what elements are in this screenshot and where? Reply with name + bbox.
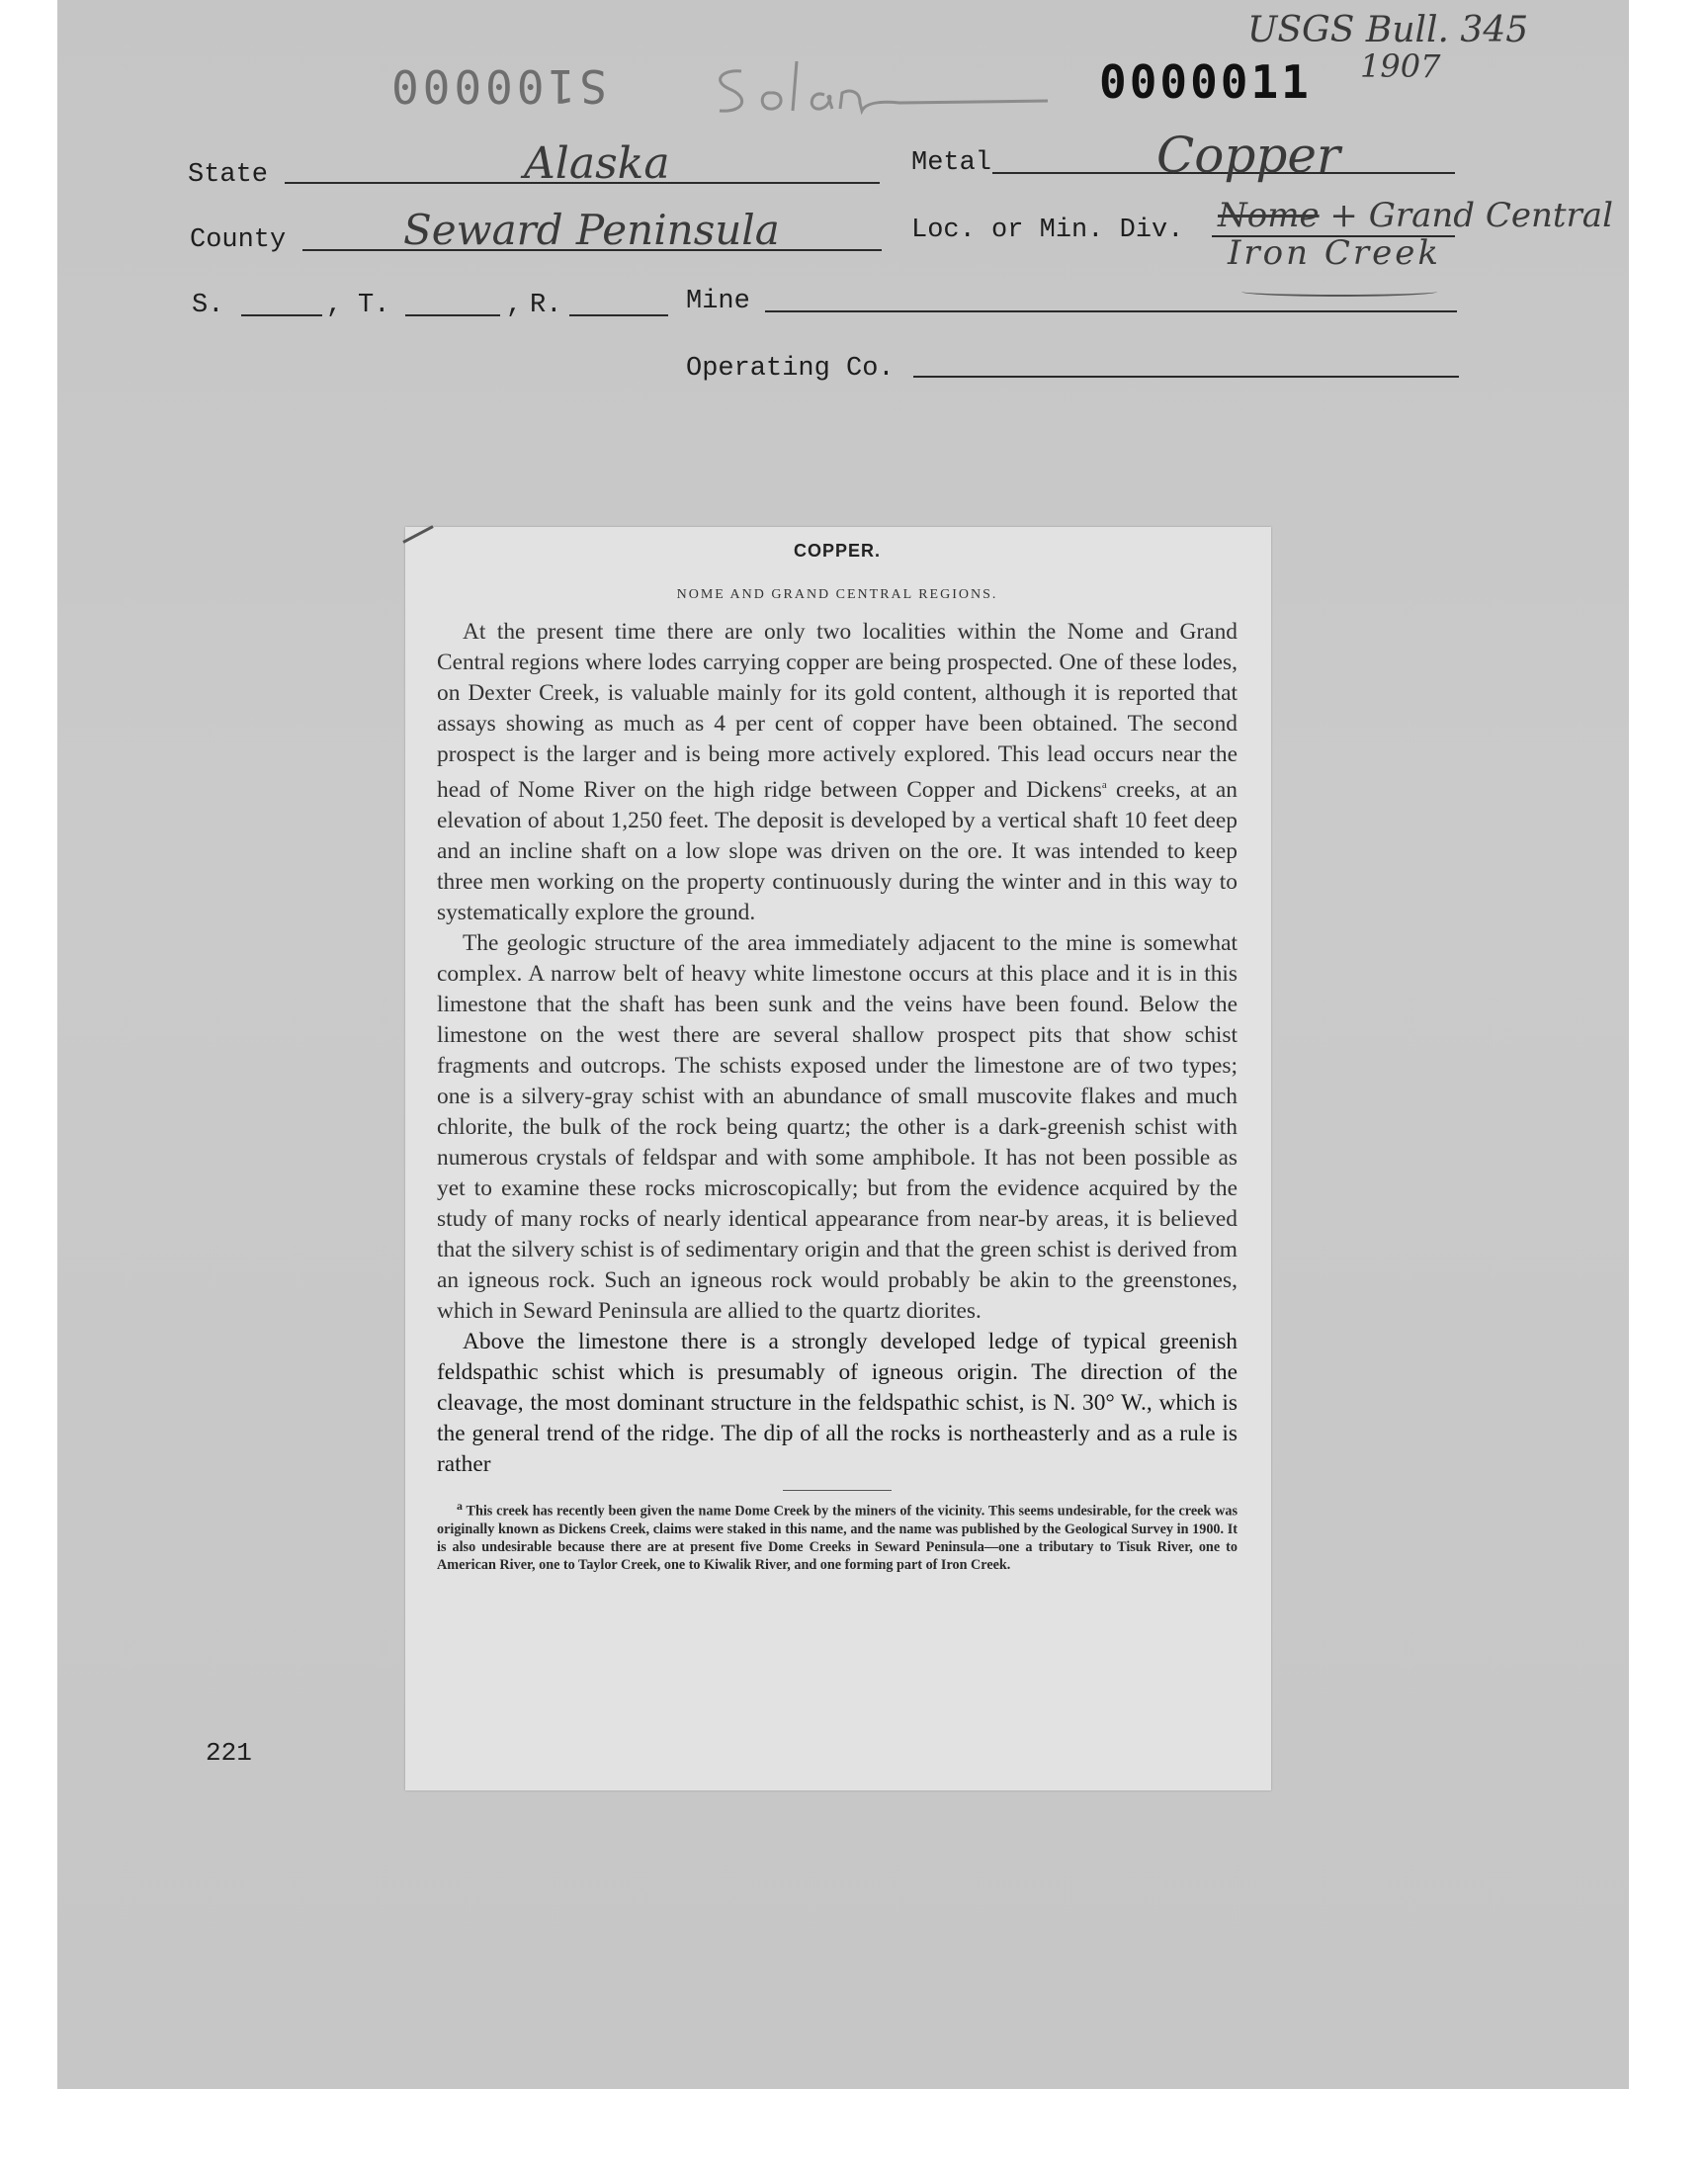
county-value: Seward Peninsula — [403, 206, 780, 254]
paragraph-3: Above the limestone there is a strongly developed ledge of typical greenish feldspathic schist which is presumably of igneous origin. The direction of the cleavage, the most dominant structure in the feldspathic schist, is N. 30° W., which is the general trend of the ridge. The dip of all the rocks is northeasterly and as a rule is rather — [437, 1328, 1238, 1477]
section-label: S. — [192, 291, 224, 320]
stamped-number-upside-down: S100000 — [387, 59, 607, 113]
loc-struck-word: Nome — [1218, 196, 1320, 235]
paragraph-2: The geologic structure of the area immediately adjacent to the mine is somewhat complex. A narrow belt of heavy white limestone occurs at this place and it is in this limestone that the shaft has been sunk and the veins have been found. Below the limestone on the west there are several shallow prospect pits that show schist fragments and outcrops. The schists exposed under the limestone are of two types; one is a silvery-gray schist with an abundance of small muscovite flakes and much chlorite, the bulk of the rock being quartz; the other is a dark-greenish schist with numerous crystals of feldspar and with some amphibole. It has not been possible as yet to examine these rocks microscopically; but from the evidence acquired by the study of many rocks of nearly identical appearance from near-by areas, it is believed that the silvery schist is of sedimentary origin and that the green schist is derived from an igneous rock. Such an igneous rock would probably be akin to the greenstones, which in Seward Peninsula are allied to the quartz diorites. — [437, 929, 1238, 1324]
mine-underline — [765, 310, 1457, 312]
footnote-rule — [783, 1490, 892, 1491]
loc-min-div-label: Loc. or Min. Div. — [911, 216, 1184, 245]
metal-value: Copper — [1156, 127, 1340, 184]
operating-co-underline — [913, 376, 1459, 378]
pasted-text-clipping — [405, 527, 1271, 1790]
footnote-mark: a — [457, 1498, 463, 1513]
stamped-record-number: 0000011 — [1099, 55, 1312, 109]
paragraph-1 — [437, 617, 1238, 928]
section-underline — [241, 314, 322, 316]
range-underline — [569, 314, 668, 316]
state-value: Alaska — [524, 138, 670, 189]
clipping-subtitle: NOME AND GRAND CENTRAL REGIONS. — [676, 587, 998, 602]
comma-separator: , — [506, 291, 523, 320]
township-underline — [405, 314, 500, 316]
handwritten-bulletin-reference: USGS Bull. 345 — [1247, 10, 1529, 50]
metal-label: Metal — [911, 148, 992, 178]
loc-value-line2: Iron Creek — [1228, 233, 1441, 273]
comma-separator: , — [326, 291, 343, 320]
footnote-text — [437, 1497, 1238, 1574]
handwritten-underline-stroke — [1241, 287, 1437, 297]
mine-label: Mine — [686, 287, 750, 316]
state-label: State — [188, 160, 269, 190]
loc-value-line1 — [1218, 196, 1613, 235]
township-label: T. — [358, 291, 390, 320]
handwritten-signature — [702, 51, 1058, 121]
footnote-body: This creek has recently been given the name Dome Creek by the miners of the vicinity. This seems undesirable, for the creek was originally known as Dickens Creek, claims were staked in this name, and the name was published by the Geological Survey in 1900. It is also undesirable because there are at present five Dome Creeks in Seward Peninsula—one a tributary to Tisuk River, one to American River, one to Taylor Creek, one to Kiwalik River, and one forming part of Iron Creek. — [437, 1503, 1238, 1573]
handwritten-year: 1907 — [1360, 47, 1441, 85]
loc-value-rest: + Grand Central — [1319, 196, 1613, 235]
range-label: R. — [530, 291, 562, 320]
page-number: 221 — [206, 1738, 252, 1768]
county-label: County — [190, 225, 287, 255]
clipping-corner-mark — [402, 525, 433, 544]
footnote-reference: a — [1101, 779, 1107, 791]
clipping-footnote — [437, 1497, 1238, 1574]
paragraph-1-part-b: creeks, at an elevation of about 1,250 feet. The deposit is developed by a vertical shaft 10 feet deep and an incline shaft on a low slope was driven on the ore. It was intended to keep three men working on the property continuously during the winter and in this way to systematically explore the ground. — [437, 776, 1238, 925]
clipping-title: COPPER. — [793, 541, 882, 561]
clipping-body — [437, 617, 1238, 1480]
paragraph-1-part-a: At the present time there are only two localities within the Nome and Grand Central regions where lodes carrying copper are being prospected. One of these lodes, on Dexter Creek, is valuable mainly for its gold content, although it is reported that assays showing as much as 4 per cent of copper have been obtained. The second prospect is the larger and is being more actively explored. This lead occurs near the head of Nome River on the high ridge between Copper and Dickens — [437, 619, 1238, 803]
operating-co-label: Operating Co. — [686, 354, 895, 384]
